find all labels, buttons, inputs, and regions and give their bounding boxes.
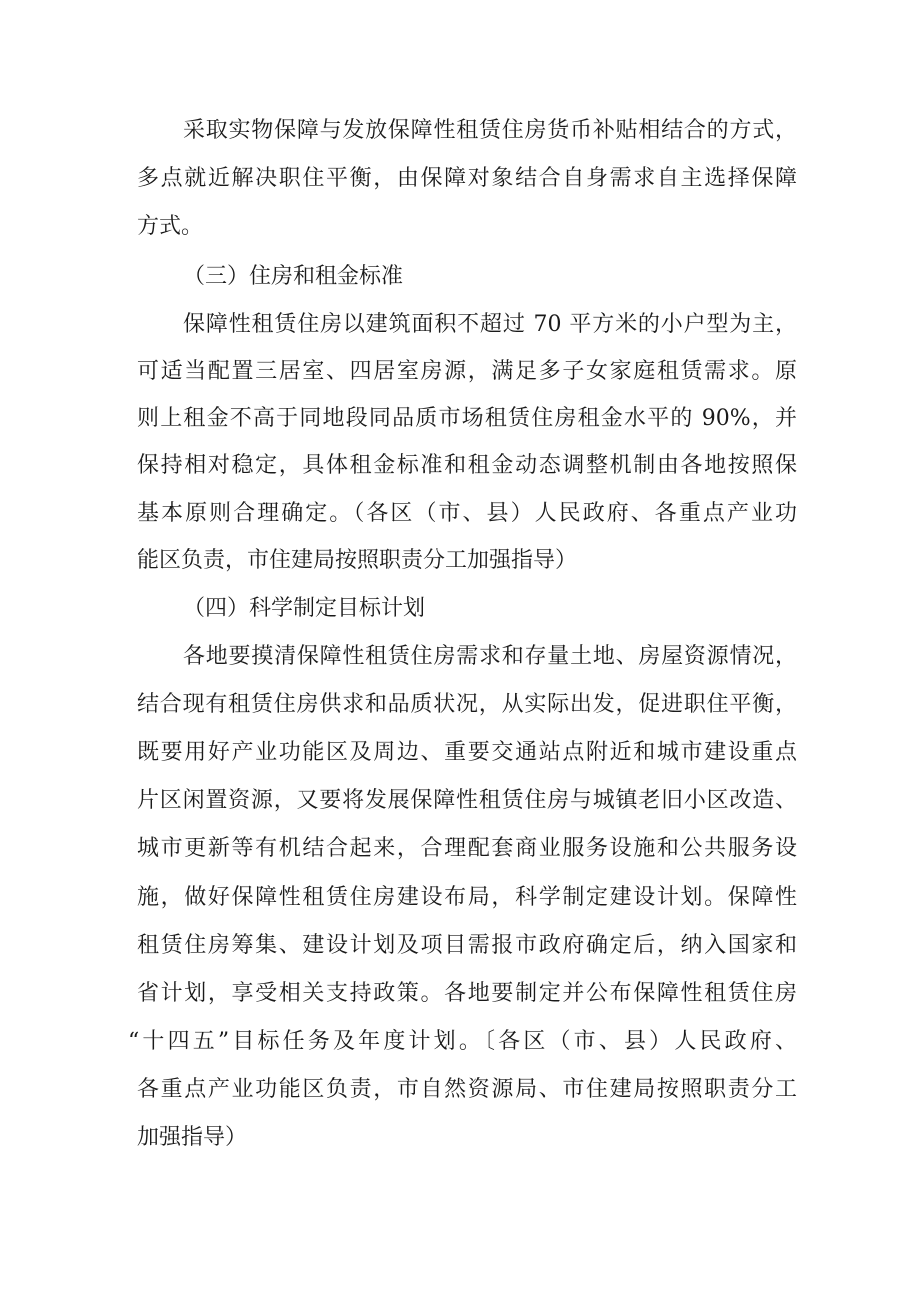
paragraph-2-line-1: 保障性租赁住房以建筑面积不超过 70 平方米的小户型为主， (183, 312, 797, 337)
paragraph-3-line-7: 租赁住房筹集、建设计划及项目需报市政府确定后，纳入国家和 (137, 933, 797, 958)
paragraph-3-line-9: “十四五”目标任务及年度计划。〔各区（市、县）人民政府、 (128, 1029, 797, 1054)
paragraph-1-line-3: 方式。 (137, 214, 204, 239)
paragraph-1-line-1: 采取实物保障与发放保障性租赁住房货币补贴相结合的方式， (183, 118, 797, 143)
paragraph-2-line-6: 能区负责，市住建局按照职责分工加强指导） (137, 548, 578, 573)
paragraph-3-line-3: 既要用好产业功能区及周边、重要交通站点附近和城市建设重点 (137, 740, 797, 765)
paragraph-2-line-5: 基本原则合理确定。（各区（市、县）人民政府、各重点产业功 (137, 501, 797, 526)
paragraph-3-line-2: 结合现有租赁住房供求和品质状况，从实际出发，促进职住平衡， (137, 692, 797, 717)
paragraph-3-line-11: 加强指导） (137, 1125, 248, 1150)
paragraph-2-line-3: 则上租金不高于同地段同品质市场租赁住房租金水平的 90%，并 (137, 406, 797, 431)
section-heading-4: （四）科学制定目标计划 (183, 596, 426, 621)
paragraph-3-line-8: 省计划，享受相关支持政策。各地要制定并公布保障性租赁住房 (137, 981, 797, 1006)
section-heading-3: （三）住房和租金标准 (183, 264, 404, 289)
paragraph-3-line-6: 施，做好保障性租赁住房建设布局，科学制定建设计划。保障性 (137, 885, 797, 910)
paragraph-3-line-10: 各重点产业功能区负责，市自然资源局、市住建局按照职责分工 (137, 1077, 797, 1102)
paragraph-3-line-5: 城市更新等有机结合起来，合理配套商业服务设施和公共服务设 (137, 836, 797, 861)
paragraph-1-line-2: 多点就近解决职住平衡，由保障对象结合自身需求自主选择保障 (137, 166, 797, 191)
paragraph-2-line-4: 保持相对稳定，具体租金标准和租金动态调整机制由各地按照保 (137, 453, 797, 478)
paragraph-2-line-2: 可适当配置三居室、四居室房源，满足多子女家庭租赁需求。原 (137, 359, 797, 384)
paragraph-3-line-4: 片区闲置资源，又要将发展保障性租赁住房与城镇老旧小区改造、 (137, 788, 797, 813)
paragraph-3-line-1: 各地要摸清保障性租赁住房需求和存量土地、房屋资源情况， (183, 644, 797, 669)
